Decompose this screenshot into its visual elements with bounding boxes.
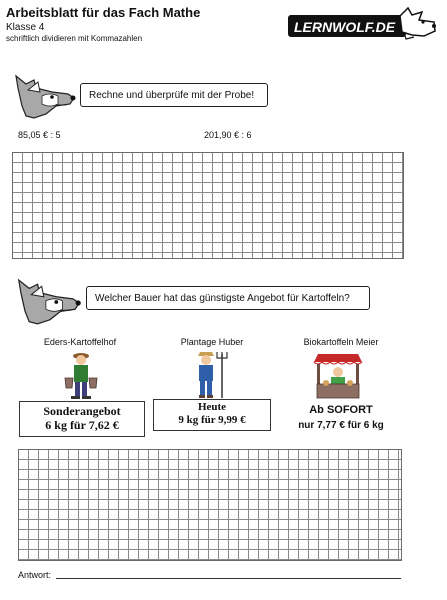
logo-text: LERNWOLF.DE: [294, 19, 396, 35]
lernwolf-logo: [288, 6, 438, 44]
offer-box-1: [19, 401, 145, 437]
offer-3-price: nur 7,77 € für 6 kg: [298, 420, 384, 432]
calculation-grid-1[interactable]: [12, 152, 404, 259]
worksheet-subtitle: schriftlich dividieren mit Kommazahlen: [6, 34, 143, 43]
offer-box-2: [153, 399, 271, 431]
offer-3-headline: Ab SOFORT: [309, 404, 373, 416]
offer-box-3: [281, 404, 401, 432]
offer-1-price: 6 kg für 7,62 €: [45, 418, 119, 433]
answer-label: Antwort:: [18, 570, 52, 580]
task-1: 85,05 € : 5: [18, 130, 61, 140]
instruction-bubble: [80, 83, 268, 107]
market-stall-icon: [312, 350, 364, 400]
farm-name-2: Plantage Huber: [180, 337, 244, 347]
farm-name-3: Biokartoffeln Meier: [303, 337, 379, 347]
offer-2-price: 9 kg für 9,99 €: [178, 414, 246, 427]
farm-name-1: Eders-Kartoffelhof: [43, 337, 117, 347]
offer-1-headline: Sonderangebot: [43, 404, 121, 418]
offer-2-headline: Heute: [197, 401, 227, 413]
wolf-mascot-icon-2: [14, 278, 84, 328]
wolf-mascot-icon: [12, 74, 78, 122]
question-bubble: [86, 286, 370, 310]
instruction-text: Rechne und überprüfe mit der Probe!: [89, 89, 255, 101]
farmer-with-baskets-icon: [62, 350, 100, 400]
farmer-with-pitchfork-icon: [188, 350, 236, 400]
worksheet-title: Arbeitsblatt für das Fach Mathe: [6, 5, 201, 20]
task-2: 201,90 € : 6: [204, 130, 252, 140]
class-label: Klasse 4: [6, 22, 45, 33]
answer-line[interactable]: [56, 578, 401, 579]
calculation-grid-2[interactable]: [18, 449, 402, 561]
question-text: Welcher Bauer hat das günstigste Angebot für Kartoffeln?: [95, 292, 350, 304]
